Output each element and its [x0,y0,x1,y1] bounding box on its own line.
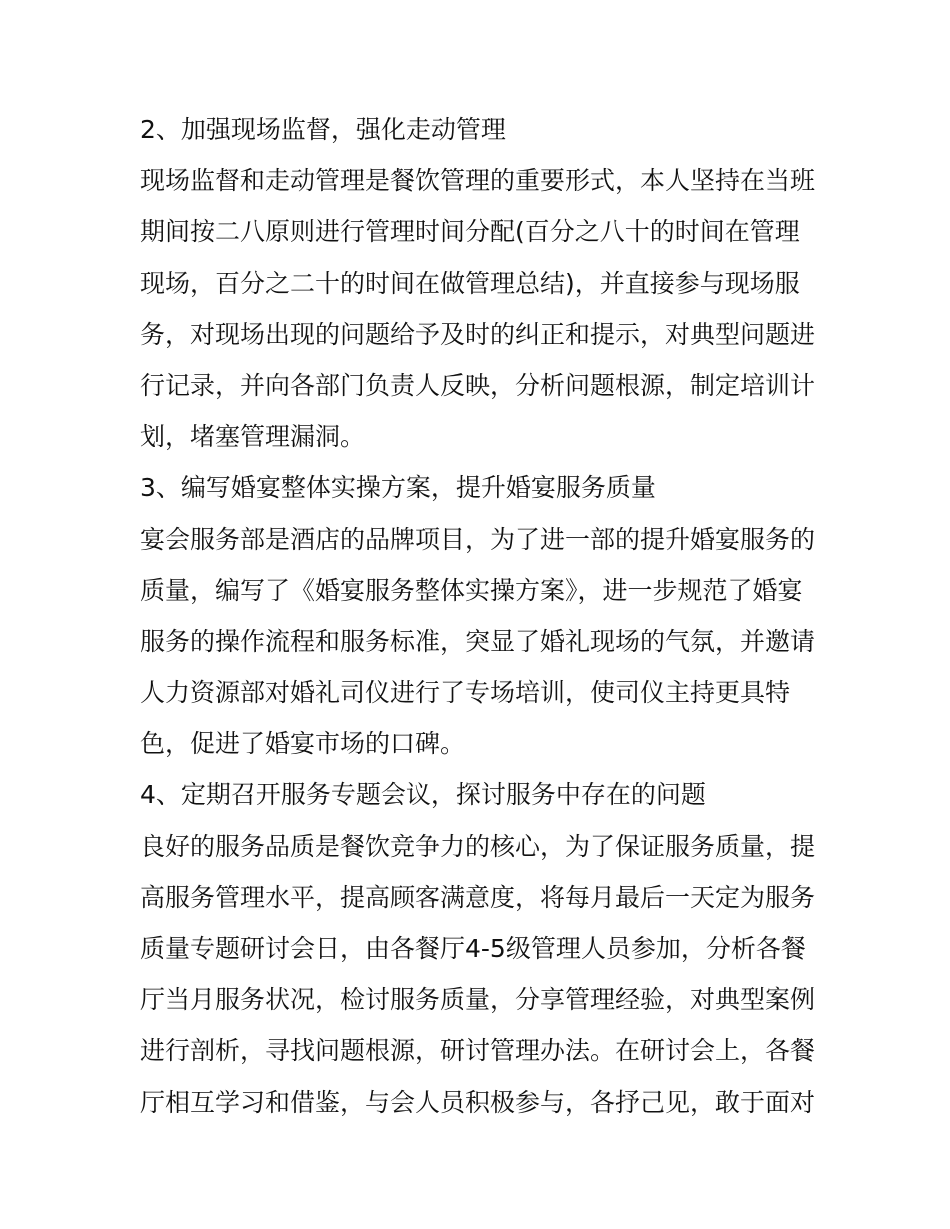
paragraph-line: 现场监督和走动管理是餐饮管理的重要形式，本人坚持在当班 [140,166,816,196]
paragraph-line: 进行剖析，寻找问题根源，研讨管理办法。在研讨会上，各餐 [140,1036,816,1066]
document-body [140,111,820,1135]
paragraph-line: 务，对现场出现的问题给予及时的纠正和提示，对典型问题进 [140,319,816,349]
paragraph-line: 高服务管理水平，提高顾客满意度，将每月最后一天定为服务 [140,882,816,912]
paragraph-line: 现场，百分之二十的时间在做管理总结)，并直接参与现场服 [140,268,800,298]
paragraph-line: 厅相互学习和借鉴，与会人员积极参与，各抒己见，敢于面对 [140,1087,816,1117]
paragraph-line: 质量，编写了《婚宴服务整体实操方案》，进一步规范了婚宴 [140,575,803,605]
section-heading-2: 2、加强现场监督，强化走动管理 [140,115,506,144]
paragraph-line: 厅当月服务状况，检讨服务质量，分享管理经验，对典型案例 [140,985,816,1015]
paragraph-line: 期间按二八原则进行管理时间分配(百分之八十的时间在管理 [140,217,800,247]
paragraph-line: 服务的操作流程和服务标准，突显了婚礼现场的气氛，并邀请 [140,626,816,656]
paragraph-line: 宴会服务部是酒店的品牌项目，为了进一部的提升婚宴服务的 [140,524,816,554]
paragraph-line: 良好的服务品质是餐饮竞争力的核心，为了保证服务质量，提 [140,831,816,861]
paragraph-line: 行记录，并向各部门负责人反映，分析问题根源，制定培训计 [140,370,816,400]
paragraph-line: 质量专题研讨会日，由各餐厅4-5级管理人员参加，分析各餐 [140,934,806,963]
paragraph-line: 色，促进了婚宴市场的口碑。 [140,729,466,759]
paragraph-line: 人力资源部对婚礼司仪进行了专场培训，使司仪主持更具特 [140,678,791,708]
paragraph-line: 划，堵塞管理漏洞。 [140,422,366,452]
section-heading-4: 4、定期召开服务专题会议，探讨服务中存在的问题 [140,780,706,810]
section-heading-3: 3、编写婚宴整体实操方案，提升婚宴服务质量 [140,473,656,503]
